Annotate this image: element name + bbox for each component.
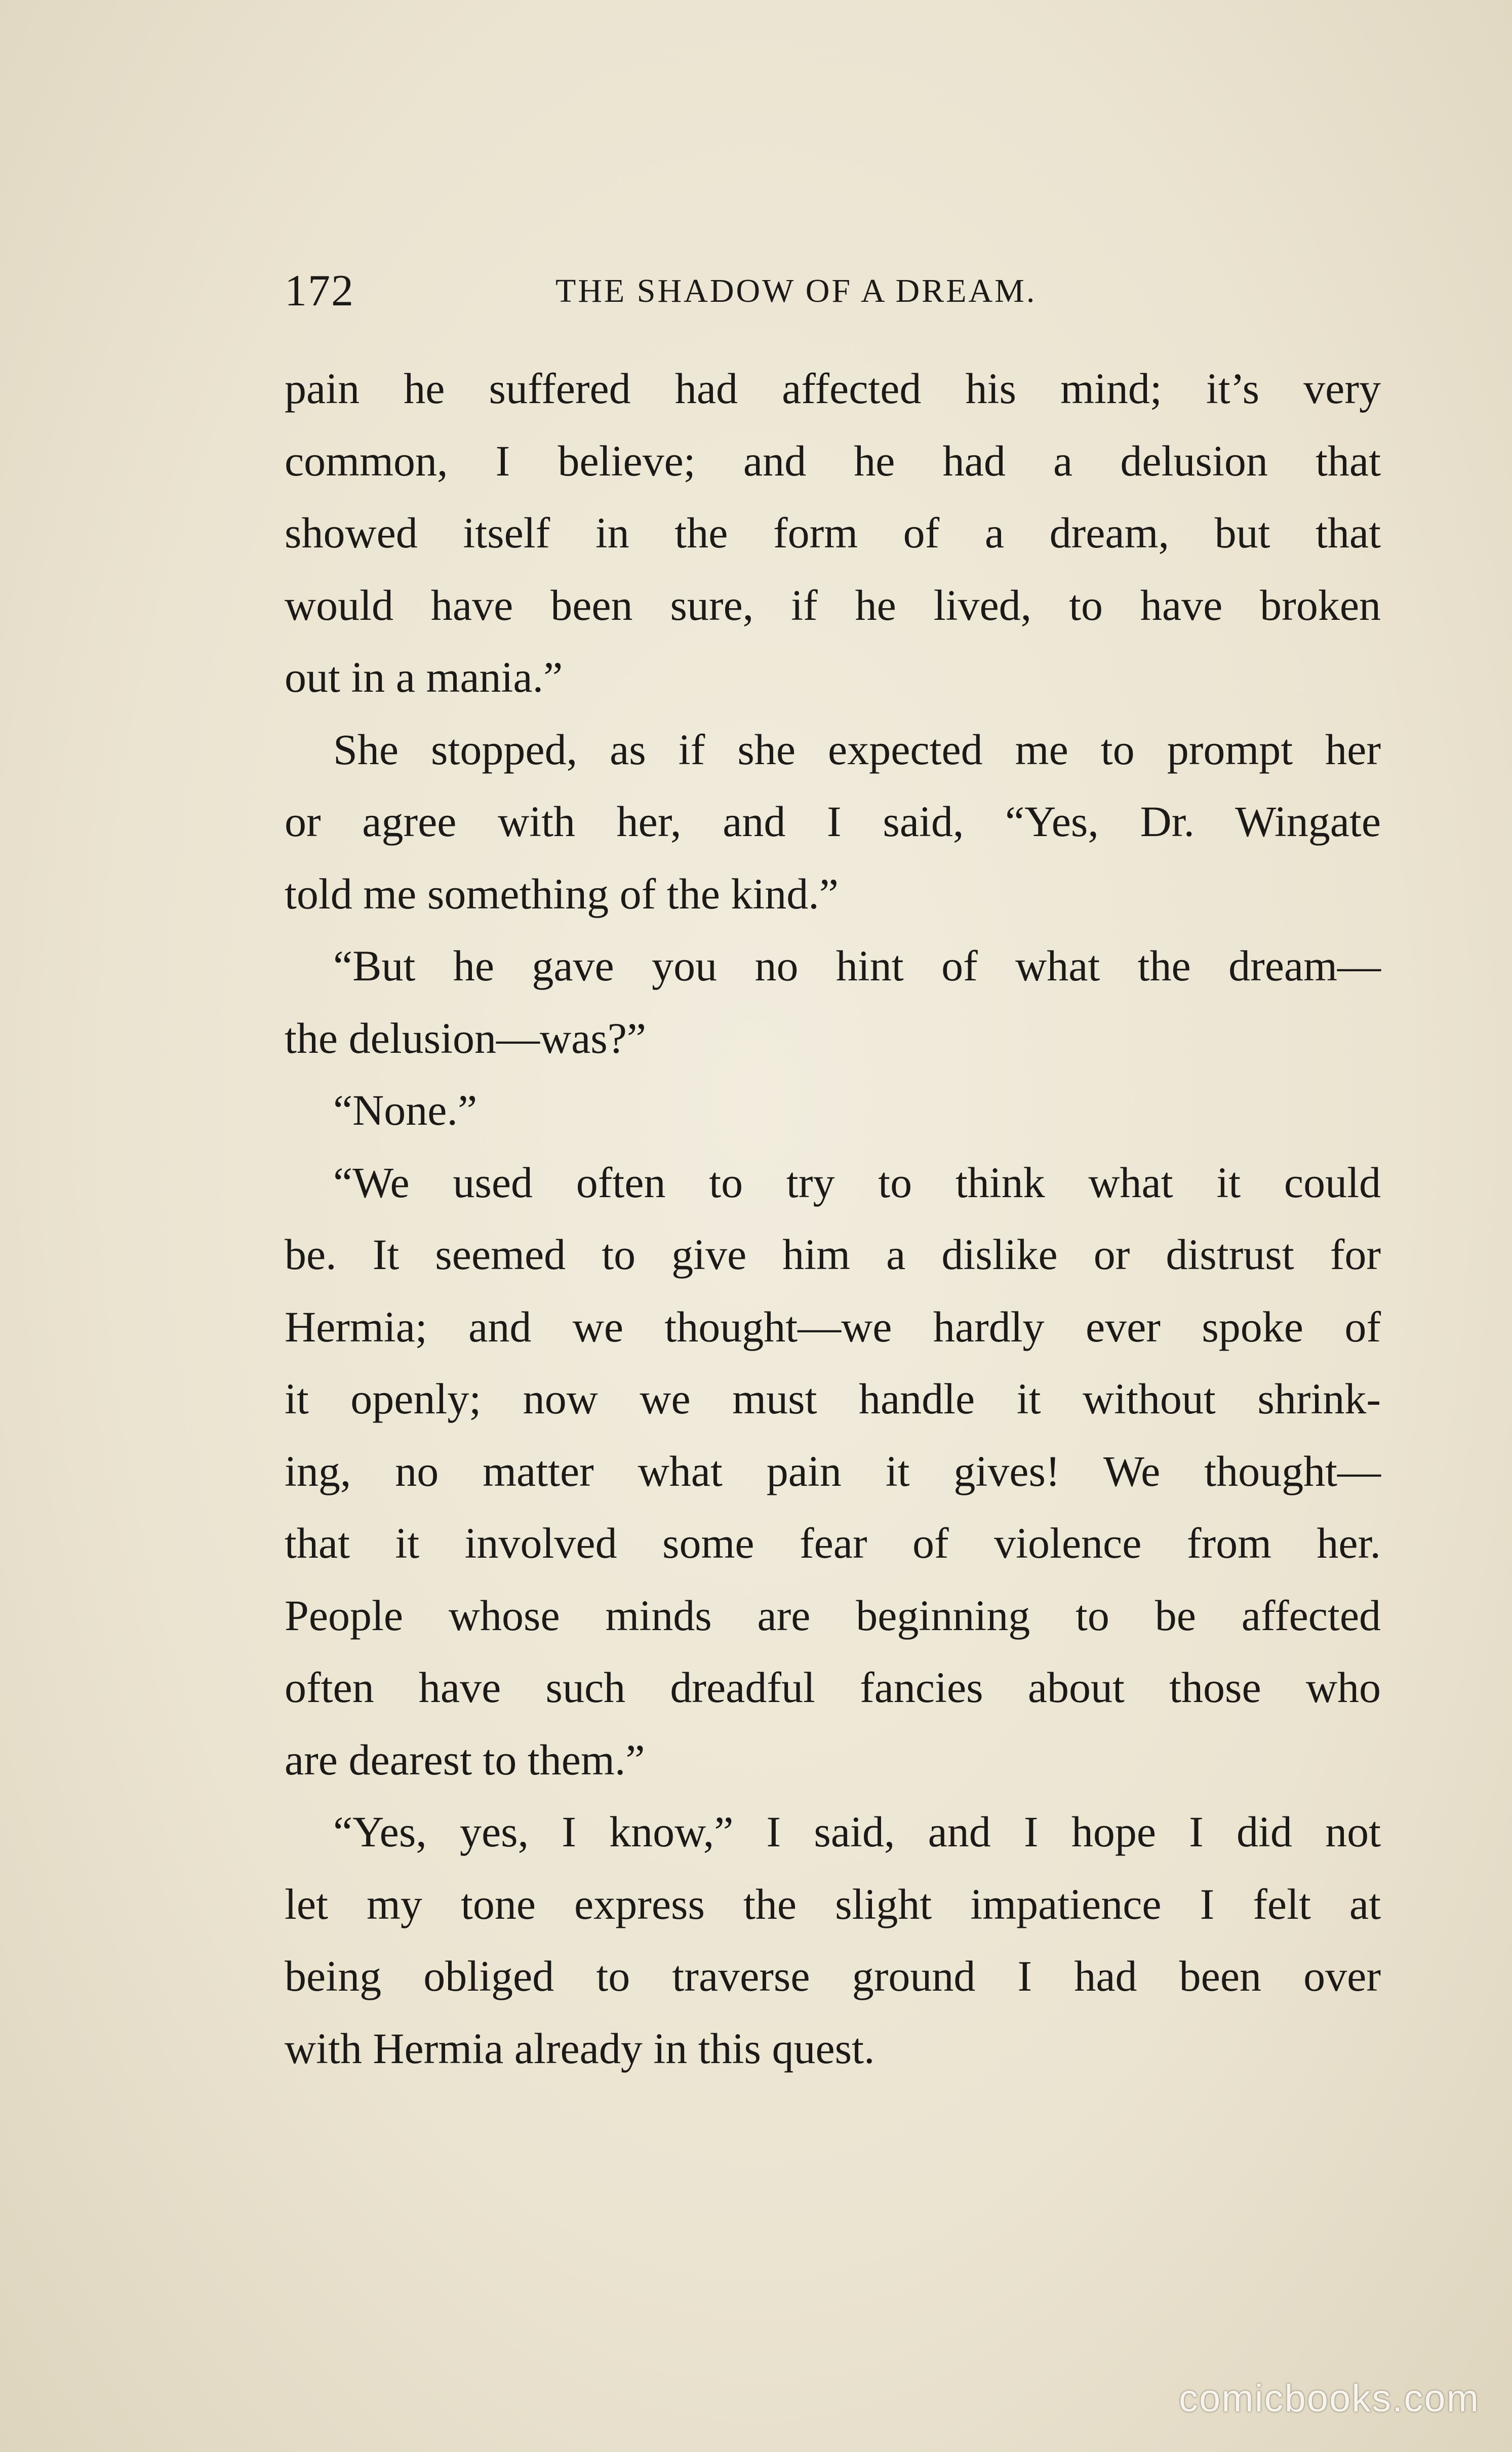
text-line: with Hermia already in this quest. [285, 2024, 875, 2073]
text-line: it openly; now we must handle it without shrink- [285, 1374, 1381, 1423]
text-line: “But he gave you no hint of what the dream— [333, 941, 1381, 990]
text-line: “We used often to try to think what it could [333, 1158, 1381, 1207]
watermark: comicbooks.com [1179, 2377, 1480, 2420]
page-number: 172 [285, 266, 354, 315]
text-line: be. It seemed to give him a dislike or distrust for [285, 1230, 1381, 1279]
text-line: ing, no matter what pain it gives! We thought— [285, 1446, 1381, 1495]
text-line: showed itself in the form of a dream, but that [285, 508, 1381, 557]
text-line: Hermia; and we thought—we hardly ever spoke of [285, 1302, 1381, 1351]
body-text [285, 352, 1381, 2084]
text-line: the delusion—was?” [285, 1013, 647, 1062]
text-line: let my tone express the slight impatience I felt at [285, 1879, 1381, 1928]
text-line: People whose minds are beginning to be affected [285, 1591, 1381, 1640]
text-line: or agree with her, and I said, “Yes, Dr. Wingate [285, 797, 1381, 846]
text-line: pain he suffered had affected his mind; it’s very [285, 364, 1381, 413]
text-line: often have such dreadful fancies about those who [285, 1663, 1381, 1712]
text-line: that it involved some fear of violence from her. [285, 1519, 1381, 1567]
text-line: out in a mania.” [285, 653, 563, 701]
text-line: “Yes, yes, I know,” I said, and I hope I did not [333, 1807, 1381, 1856]
text-line: She stopped, as if she expected me to prompt her [333, 725, 1381, 774]
text-line: told me something of the kind.” [285, 869, 839, 918]
running-title: THE SHADOW OF A DREAM. [555, 272, 1037, 309]
text-line: common, I believe; and he had a delusion that [285, 436, 1381, 485]
text-line: “None.” [333, 1086, 478, 1134]
text-line: are dearest to them.” [285, 1735, 645, 1784]
text-line: would have been sure, if he lived, to have broken [285, 580, 1381, 629]
text-line: being obliged to traverse ground I had been over [285, 1952, 1381, 2000]
running-head [285, 263, 1378, 319]
